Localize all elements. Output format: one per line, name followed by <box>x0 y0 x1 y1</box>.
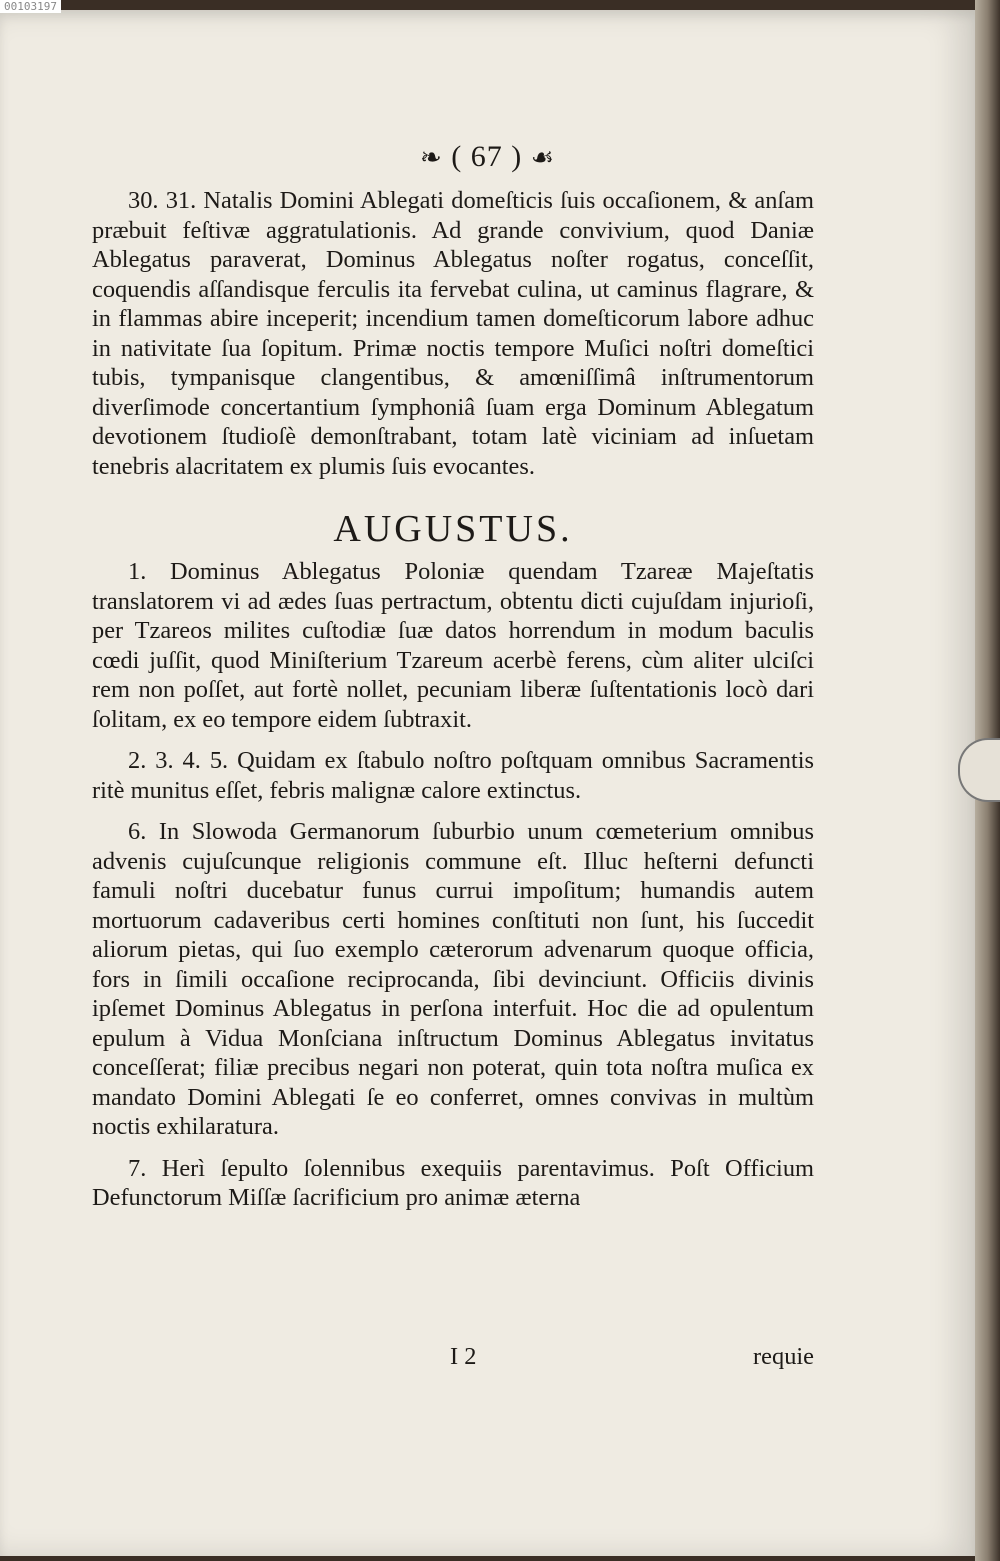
page-header <box>0 140 975 174</box>
page-number: ( 67 ) <box>451 140 523 173</box>
body-text <box>92 186 814 1213</box>
scan-id-label: 00103197 <box>0 0 61 13</box>
paragraph-aug-6: 6. In Slowoda Germanorum ſuburbio unum cœmeterium omnibus advenis cujuſcunque religionis commune eſt. Illuc heſterni defuncti famuli noſtri ducebatur funus currui impoſitum; humandis autem mortuorum cadaveribus certi homines conſtituti non ſunt, his ſuccedit aliorum pietas, qui ſuo exemplo cæterorum advenarum quoque officia, fors in ſimili occaſione reciprocanda, ſibi devinciunt. Officiis divinis ipſemet Dominus Ablegatus in perſona interfuit. Hoc die ad opulentum epulum à Vidua Monſciana inſtructum Dominus Ablegatus invitatus conceſſerat; filiæ precibus negari non poterat, quin tota noſtra muſica ex mandato Domini Ablegati ſe eo conferret, omnes convivas in multùm noctis exhilaratura. <box>92 818 814 1140</box>
paragraph-dec-30-31: 30. 31. Natalis Domini Ablegati domeſticis ſuis occaſionem, & anſam præbuit feſtivæ aggratulationis. Ad grande convivium, quod Daniæ Ablegatus paraverat, Dominus Ablegatus noſter rogatus, conceſſit, coquendis aſſandisque ferculis ita fervebat culina, ut caminus flagrare, & in flammas abire inceperit; incendium tamen domeſticorum labore adhuc in nativitate ſua ſopitum. Primæ noctis tempore Muſici noſtri domeſtici tubis, tympanisque clangentibus, & amœniſſimâ inſtrumentorum diverſimode concertantium ſymphoniâ ſuam erga Dominum Ablegatum devotionem ſtudioſè demonſtrabant, totam latè viciniam ad inſuetam tenebris alacritatem ex plumis ſuis evocantes. <box>92 187 814 480</box>
catchword: requie <box>753 1343 814 1370</box>
section-heading: AUGUSTUS. <box>333 508 573 550</box>
paragraph-aug-2-5: 2. 3. 4. 5. Quidam ex ſtabulo noſtro poſtquam omnibus Sacramentis ritè munitus eſſet, febris malignæ calore extinctus. <box>92 747 814 804</box>
signature-mark: I 2 <box>450 1343 477 1370</box>
right-ornament-icon: ☙ <box>530 143 556 172</box>
paragraph-aug-7: 7. Herì ſepulto ſolennibus exequiis parentavimus. Poſt Officium Defunctorum Miſſæ ſacrificium pro animæ æterna <box>92 1154 814 1211</box>
paragraph-aug-1: 1. Dominus Ablegatus Poloniæ quendam Tzareæ Majeſtatis translatorem vi ad ædes ſuas pertractum, obtentu dicti cujuſdam injurioſi, per Tzareos milites cuſtodiæ ſuæ datos horrendum in modum baculis cœdi juſſit, quod Miniſterium Tzareum acerbè ferens, cùm aliter ulciſci rem non poſſet, aut fortè nollet, pecuniam liberæ ſuſtentationis locò dari ſolitam, ex eo tempore eidem ſubtraxit. <box>92 558 814 733</box>
left-ornament-icon: ❧ <box>419 143 443 172</box>
